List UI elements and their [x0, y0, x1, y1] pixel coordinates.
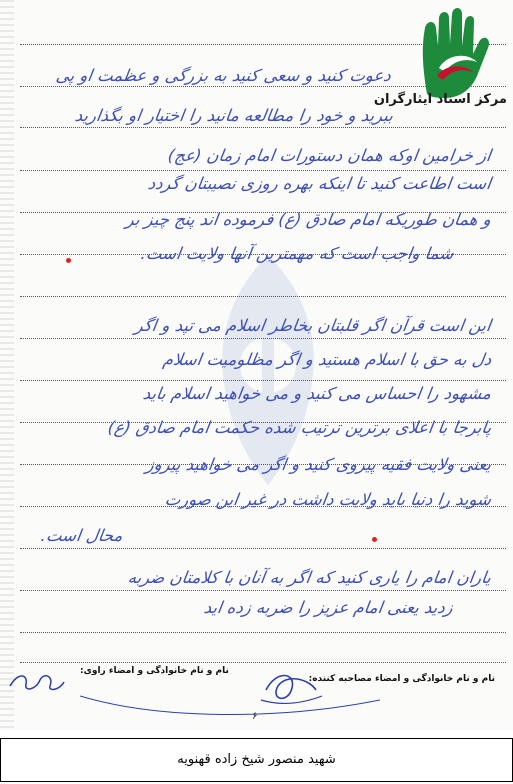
handwritten-line: محال است.	[40, 526, 125, 545]
handwritten-line: شما واجب است که مهمترین آنها ولایت است.	[139, 244, 455, 263]
handwritten-line: از خرامین اوکه همان دستورات امام زمان (عج)	[166, 146, 493, 165]
caption-text: شهید منصور شیخ زاده قهنویه	[177, 752, 336, 767]
handwritten-line: این است قرآن اگر قلبتان بخاطر اسلام می تپد و اگر	[133, 316, 493, 335]
page-number: ۶	[252, 711, 258, 722]
ruled-line	[20, 548, 506, 549]
red-dot-mark	[66, 258, 71, 263]
ruled-line	[20, 380, 506, 381]
handwritten-line: یعنی ولایت فقیه پیروی کنید و اگر می خواهید پیروز	[144, 455, 493, 474]
ruled-line	[20, 127, 506, 128]
handwritten-line: یاران امام را یاری کنید که اگر به آنان با کلامتان ضربه	[126, 568, 493, 587]
red-dot-mark	[372, 537, 377, 542]
handwritten-line: شوید را دنیا باید ولایت داشت در غیر این صورت	[163, 490, 493, 509]
interviewer-signature-label: نام و نام خانوادگی و امضاء مصاحبه کننده:	[308, 674, 495, 684]
logo-text: مرکز اسناد ایثارگران	[373, 92, 507, 107]
ruled-line	[20, 590, 506, 591]
ruled-line	[20, 632, 506, 633]
ruled-line	[20, 338, 506, 339]
handwritten-line: پابرجا با اعلای برترین ترتیب شده حکمت امام صادق (ع)	[106, 418, 493, 437]
handwritten-line: زدید یعنی امام عزیز را ضربه زده اید	[202, 598, 455, 617]
handwritten-line: دعوت کنید و سعی کنید به بزرگی و عظمت او پی	[54, 66, 393, 85]
interviewee-signature	[6, 664, 68, 698]
ruled-line	[20, 170, 506, 171]
interviewee-signature-label: نام و نام خانوادگی و امضاء راوی:	[80, 666, 229, 676]
handwritten-line: ببرید و خود را مطالعه مانید را اختیار او بگذارید	[73, 106, 395, 125]
handwritten-line: مشهود را احساس می کنید و می خواهید اسلام باید	[141, 384, 493, 403]
handwritten-line: دل به حق با اسلام هستید و اگر مظلومیت اسلام	[161, 350, 493, 369]
caption-box	[0, 738, 513, 782]
ruled-line	[20, 296, 506, 297]
spiral-binding	[0, 0, 14, 730]
signature-stroke	[80, 686, 380, 722]
handwritten-line: است اطاعت کنید تا اینکه بهره روزی نصیبتان گردد	[146, 174, 493, 193]
handwritten-line: و همان طوریکه امام صادق (ع) فرموده اند پنج چیز بر	[124, 210, 493, 229]
